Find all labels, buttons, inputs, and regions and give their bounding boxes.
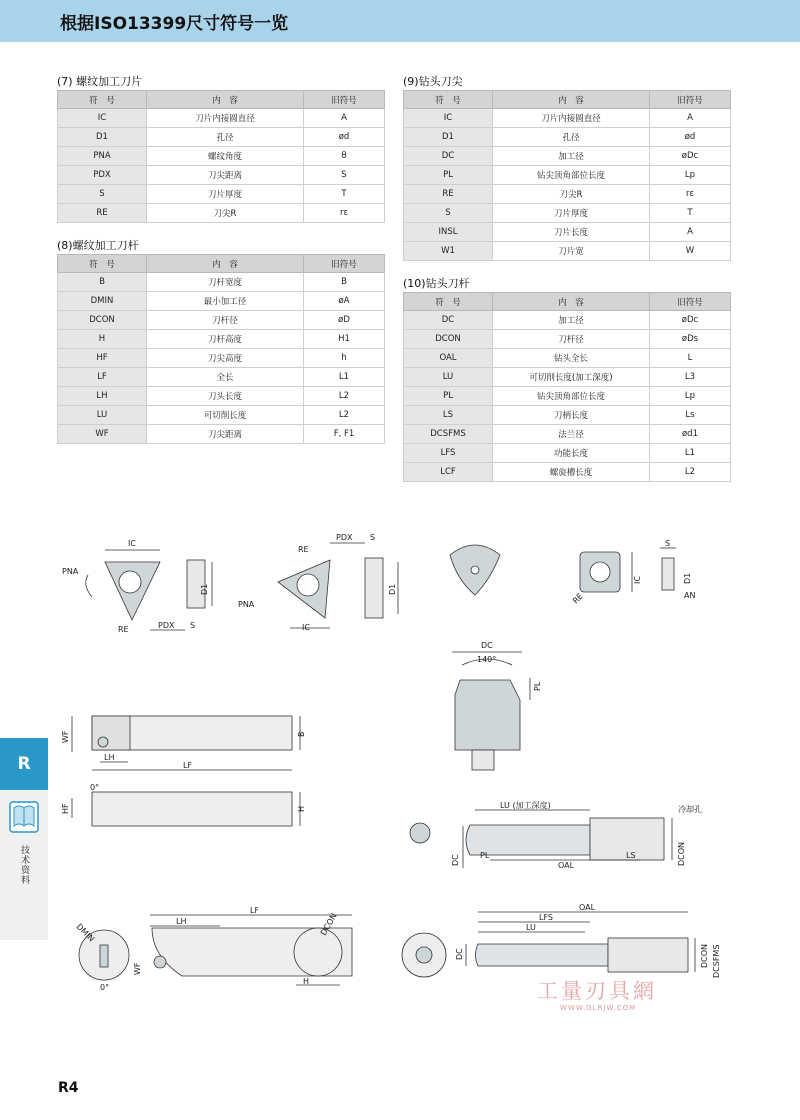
col-content: 内 容 bbox=[147, 255, 304, 273]
label-pna: PNA bbox=[238, 600, 255, 609]
label-dc: DC bbox=[455, 948, 464, 960]
cell-old-symbol: øA bbox=[304, 292, 385, 311]
cell-content: 全长 bbox=[147, 368, 304, 387]
cell-symbol: HF bbox=[58, 349, 147, 368]
label-lf: LF bbox=[250, 906, 260, 915]
cell-content: 刀尖距离 bbox=[147, 425, 304, 444]
cell-content: 可切削长度 bbox=[147, 406, 304, 425]
cell-symbol: D1 bbox=[58, 128, 147, 147]
cell-content: 刀柄长度 bbox=[493, 406, 650, 425]
label-coolant-hole: 冷却孔 bbox=[678, 805, 702, 814]
cell-symbol: WF bbox=[58, 425, 147, 444]
label-lu-depth: LU (加工深度) bbox=[500, 801, 551, 810]
label-s: S bbox=[370, 533, 376, 542]
cell-content: 刀杆宽度 bbox=[147, 273, 304, 292]
label-re: RE bbox=[571, 591, 585, 606]
cell-old-symbol: θ bbox=[304, 147, 385, 166]
cell-symbol: LH bbox=[58, 387, 147, 406]
cell-content: 可切削长度(加工深度) bbox=[493, 368, 650, 387]
cell-content: 刀尖R bbox=[493, 185, 650, 204]
cell-content: 刀片内接圆直径 bbox=[147, 109, 304, 128]
cell-symbol: INSL bbox=[404, 223, 493, 242]
label-dcon: DCON bbox=[677, 841, 686, 866]
cell-content: 螺旋槽长度 bbox=[493, 463, 650, 482]
cell-symbol: PDX bbox=[58, 166, 147, 185]
threading-insert-drawing-1 bbox=[86, 550, 212, 630]
threading-insert-drawing-2 bbox=[278, 543, 398, 628]
label-pdx: PDX bbox=[336, 533, 353, 542]
cell-content: 法兰径 bbox=[493, 425, 650, 444]
cell-old-symbol: øDc bbox=[650, 147, 731, 166]
cell-old-symbol: L1 bbox=[304, 368, 385, 387]
threading-holder-drawing bbox=[72, 716, 300, 826]
cell-old-symbol: S bbox=[304, 166, 385, 185]
cell-old-symbol: L2 bbox=[650, 463, 731, 482]
cell-old-symbol: rε bbox=[650, 185, 731, 204]
cell-symbol: DMIN bbox=[58, 292, 147, 311]
cell-content: 刀尖高度 bbox=[147, 349, 304, 368]
cell-old-symbol: ød bbox=[304, 128, 385, 147]
label-lu: LU bbox=[526, 923, 536, 932]
cell-symbol: IC bbox=[58, 109, 147, 128]
col-content: 内 容 bbox=[493, 293, 650, 311]
cell-symbol: DC bbox=[404, 311, 493, 330]
label-re: RE bbox=[298, 545, 309, 554]
label-oal: OAL bbox=[558, 861, 575, 870]
cell-old-symbol: L bbox=[650, 349, 731, 368]
label-hf: HF bbox=[61, 803, 70, 814]
cell-symbol: S bbox=[58, 185, 147, 204]
label-lfs: LFS bbox=[539, 913, 553, 922]
cell-symbol: LFS bbox=[404, 444, 493, 463]
page-number: R4 bbox=[58, 1080, 79, 1096]
cell-old-symbol: L2 bbox=[304, 387, 385, 406]
table-title: (10)钻头刀杆 bbox=[403, 277, 470, 290]
cell-content: 刀头长度 bbox=[147, 387, 304, 406]
cell-old-symbol: L3 bbox=[650, 368, 731, 387]
cell-content: 刀片厚度 bbox=[493, 204, 650, 223]
cell-symbol: H bbox=[58, 330, 147, 349]
watermark-text: 工量刃具網 bbox=[537, 979, 657, 1003]
cell-content: 刀杆径 bbox=[493, 330, 650, 349]
cell-old-symbol: A bbox=[304, 109, 385, 128]
label-d1: D1 bbox=[388, 583, 397, 595]
cell-symbol: IC bbox=[404, 109, 493, 128]
label-s: S bbox=[190, 621, 196, 630]
cell-content: 刀尖距离 bbox=[147, 166, 304, 185]
label-wf: WF bbox=[61, 730, 70, 743]
cell-symbol: LS bbox=[404, 406, 493, 425]
label-h: H bbox=[297, 805, 306, 812]
label-dc: DC bbox=[481, 641, 493, 650]
cell-old-symbol: øDc bbox=[650, 311, 731, 330]
drill-tip-drawing bbox=[450, 545, 500, 595]
label-0deg: 0° bbox=[100, 983, 110, 992]
label-h: H bbox=[303, 977, 310, 986]
cell-old-symbol: L1 bbox=[650, 444, 731, 463]
cell-symbol: S bbox=[404, 204, 493, 223]
cell-symbol: LF bbox=[58, 368, 147, 387]
cell-symbol: PL bbox=[404, 387, 493, 406]
col-symbol: 符 号 bbox=[404, 91, 493, 109]
cell-old-symbol: T bbox=[304, 185, 385, 204]
cell-content: 功能长度 bbox=[493, 444, 650, 463]
col-content: 内 容 bbox=[493, 91, 650, 109]
label-140: 140° bbox=[477, 655, 497, 664]
label-pl: PL bbox=[480, 851, 490, 860]
boring-bar-drawing bbox=[79, 915, 352, 985]
cell-symbol: DCSFMS bbox=[404, 425, 493, 444]
label-dcon: DCON bbox=[700, 943, 709, 968]
cell-old-symbol: Ls bbox=[650, 406, 731, 425]
label-ic: IC bbox=[633, 576, 642, 584]
cell-symbol: RE bbox=[404, 185, 493, 204]
page-title: 根据ISO13399尺寸符号一览 bbox=[60, 14, 289, 34]
col-content: 内 容 bbox=[147, 91, 304, 109]
cell-old-symbol: h bbox=[304, 349, 385, 368]
cell-symbol: DCON bbox=[404, 330, 493, 349]
cell-content: 钻尖顶角部位长度 bbox=[493, 387, 650, 406]
cell-symbol: B bbox=[58, 273, 147, 292]
cell-symbol: W1 bbox=[404, 242, 493, 261]
cell-content: 刀片长度 bbox=[493, 223, 650, 242]
table-title: (9)钻头刀尖 bbox=[403, 75, 463, 88]
col-old: 旧符号 bbox=[304, 91, 385, 109]
label-re: RE bbox=[118, 625, 129, 634]
cell-symbol: OAL bbox=[404, 349, 493, 368]
cell-old-symbol: Lp bbox=[650, 166, 731, 185]
label-0deg: 0° bbox=[90, 783, 100, 792]
cell-symbol: LCF bbox=[404, 463, 493, 482]
drill-insert-drawing bbox=[580, 548, 676, 592]
col-symbol: 符 号 bbox=[404, 293, 493, 311]
cell-old-symbol: rε bbox=[304, 204, 385, 223]
cell-content: 刀杆高度 bbox=[147, 330, 304, 349]
label-s: S bbox=[665, 539, 671, 548]
drill-point-drawing bbox=[452, 652, 530, 770]
label-ic: IC bbox=[128, 539, 136, 548]
table-title: (7) 螺纹加工刀片 bbox=[57, 75, 143, 88]
cell-content: 刀片宽 bbox=[493, 242, 650, 261]
label-pna: PNA bbox=[62, 567, 79, 576]
label-wf: WF bbox=[133, 962, 142, 975]
label-pl: PL bbox=[533, 681, 542, 691]
cell-symbol: PL bbox=[404, 166, 493, 185]
cell-symbol: D1 bbox=[404, 128, 493, 147]
table-title: (8)螺纹加工刀杆 bbox=[57, 239, 139, 252]
cell-old-symbol: H1 bbox=[304, 330, 385, 349]
cell-old-symbol: W bbox=[650, 242, 731, 261]
sidebar-label: 技术资料 bbox=[19, 845, 29, 885]
cell-content: 螺纹角度 bbox=[147, 147, 304, 166]
cell-symbol: RE bbox=[58, 204, 147, 223]
cell-old-symbol: Lp bbox=[650, 387, 731, 406]
book-icon bbox=[0, 798, 48, 838]
cell-symbol: LU bbox=[404, 368, 493, 387]
cell-symbol: LU bbox=[58, 406, 147, 425]
label-d1: D1 bbox=[683, 572, 692, 584]
label-b: B bbox=[297, 731, 306, 737]
col-old: 旧符号 bbox=[650, 293, 731, 311]
col-old: 旧符号 bbox=[304, 255, 385, 273]
cell-content: 刀尖R bbox=[147, 204, 304, 223]
label-pdx: PDX bbox=[158, 621, 175, 630]
cell-content: 钻头全长 bbox=[493, 349, 650, 368]
cell-symbol: PNA bbox=[58, 147, 147, 166]
label-ls: LS bbox=[626, 851, 636, 860]
cell-old-symbol: L2 bbox=[304, 406, 385, 425]
label-dmin: DMIN bbox=[74, 922, 97, 944]
cell-content: 钻尖顶角部位长度 bbox=[493, 166, 650, 185]
cell-old-symbol: ød1 bbox=[650, 425, 731, 444]
cell-content: 孔径 bbox=[147, 128, 304, 147]
cell-content: 刀片厚度 bbox=[147, 185, 304, 204]
label-lh: LH bbox=[176, 917, 187, 926]
cell-content: 加工径 bbox=[493, 147, 650, 166]
col-symbol: 符 号 bbox=[58, 91, 147, 109]
col-old: 旧符号 bbox=[650, 91, 731, 109]
cell-old-symbol: B bbox=[304, 273, 385, 292]
label-dc: DC bbox=[451, 854, 460, 866]
label-dcon: DCON bbox=[318, 911, 339, 937]
label-lh: LH bbox=[104, 753, 115, 762]
cell-symbol: DCON bbox=[58, 311, 147, 330]
cell-content: 刀片内接圆直径 bbox=[493, 109, 650, 128]
label-d1: D1 bbox=[200, 583, 209, 595]
cell-old-symbol: øD bbox=[304, 311, 385, 330]
col-symbol: 符 号 bbox=[58, 255, 147, 273]
label-an: AN bbox=[684, 591, 696, 600]
cell-content: 孔径 bbox=[493, 128, 650, 147]
watermark-url: WWW.GLRJW.COM bbox=[560, 1004, 637, 1012]
label-lf: LF bbox=[183, 761, 193, 770]
cell-content: 加工径 bbox=[493, 311, 650, 330]
cell-old-symbol: ød bbox=[650, 128, 731, 147]
cell-old-symbol: øDs bbox=[650, 330, 731, 349]
label-dcsfms: DCSFMS bbox=[712, 944, 721, 978]
cell-symbol: DC bbox=[404, 147, 493, 166]
cell-old-symbol: A bbox=[650, 223, 731, 242]
cell-content: 最小加工径 bbox=[147, 292, 304, 311]
label-oal: OAL bbox=[579, 903, 596, 912]
cell-old-symbol: A bbox=[650, 109, 731, 128]
section-tab-r[interactable]: R bbox=[0, 738, 48, 790]
cell-old-symbol: T bbox=[650, 204, 731, 223]
label-ic: IC bbox=[302, 623, 310, 632]
cell-old-symbol: F, F1 bbox=[304, 425, 385, 444]
cell-content: 刀杆径 bbox=[147, 311, 304, 330]
